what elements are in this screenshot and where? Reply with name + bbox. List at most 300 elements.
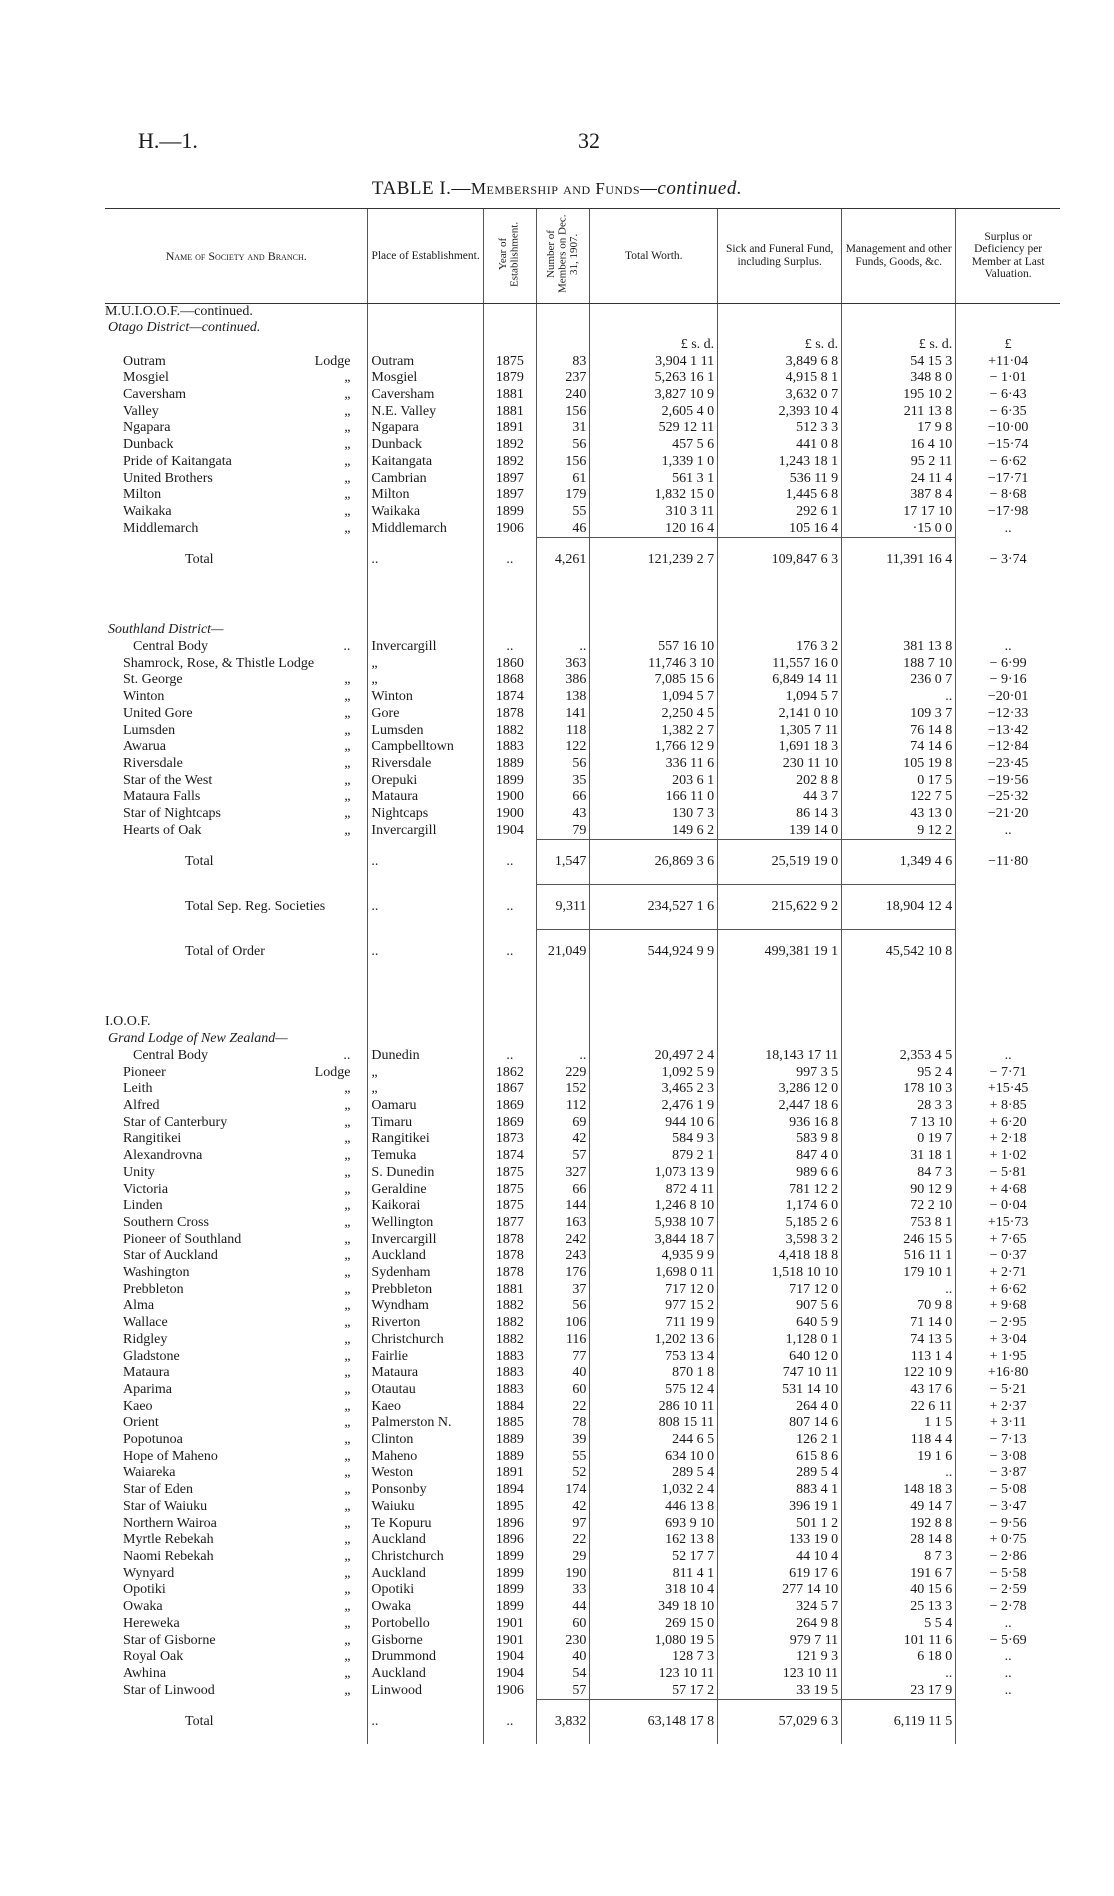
table-row (105, 1098, 1060, 1115)
worth-cell: 4,935 9 9 (590, 1248, 718, 1265)
worth-cell: 289 5 4 (590, 1465, 718, 1482)
branch-name-text: Alexandrovna (123, 1148, 203, 1164)
year-cell: 1883 (483, 1349, 536, 1366)
branch-name-text: Caversham (123, 387, 186, 403)
branch-name-wrap (123, 806, 364, 823)
table-row (105, 1048, 1060, 1065)
empty-cell (368, 320, 483, 337)
table-row (105, 1516, 1060, 1533)
table-row (105, 1649, 1060, 1666)
year-cell: 1883 (483, 1382, 536, 1399)
empty-cell (537, 320, 590, 337)
worth-cell: 1,832 15 0 (590, 487, 718, 504)
table-row (105, 823, 1060, 840)
place-cell: Invercargill (368, 1232, 483, 1249)
spacer-cell (718, 974, 842, 1014)
year-cell: 1899 (483, 1566, 536, 1583)
worth-cell: 446 13 8 (590, 1499, 718, 1516)
total-row (105, 1700, 1060, 1731)
branch-name (105, 1666, 368, 1683)
year-cell: .. (483, 1048, 536, 1065)
branch-name-wrap (123, 504, 364, 521)
year-cell: 1879 (483, 370, 536, 387)
table-row (105, 1332, 1060, 1349)
sick-cell: 1,445 6 8 (718, 487, 842, 504)
worth-cell: 162 13 8 (590, 1532, 718, 1549)
mgmt-cell: 23 17 9 (842, 1683, 956, 1700)
branch-name (105, 538, 368, 569)
sick-cell: 292 6 1 (718, 504, 842, 521)
branch-name-text: Owaka (123, 1599, 163, 1615)
sick-cell: 4,418 18 8 (718, 1248, 842, 1265)
surplus-cell: + 2·18 (956, 1131, 1060, 1148)
mgmt-cell: 148 18 3 (842, 1482, 956, 1499)
surplus-cell: +15·73 (956, 1215, 1060, 1232)
surplus-cell (956, 930, 1060, 961)
table-row (105, 1198, 1060, 1215)
section-heading-row (105, 320, 1060, 337)
worth-cell: 529 12 11 (590, 420, 718, 437)
year-cell: 1882 (483, 1298, 536, 1315)
spacer-row (105, 870, 1060, 885)
branch-name (105, 1282, 368, 1299)
branch-name-wrap (123, 1065, 364, 1082)
sick-cell: 717 12 0 (718, 1282, 842, 1299)
place-cell: Riverton (368, 1315, 483, 1332)
spacer-cell (483, 915, 536, 930)
mgmt-cell: 1 1 5 (842, 1415, 956, 1432)
surplus-cell: −12·84 (956, 739, 1060, 756)
branch-tag: .. (343, 639, 351, 655)
mgmt-cell: 71 14 0 (842, 1315, 956, 1332)
members-cell: 31 (537, 420, 590, 437)
year-cell: 1889 (483, 1449, 536, 1466)
place-cell: Owaka (368, 1599, 483, 1616)
col-header-members-text: Number of Members on Dec. 31, 1907. (545, 214, 580, 294)
members-cell: 240 (537, 387, 590, 404)
sick-cell: 105 16 4 (718, 521, 842, 538)
spacer-row (105, 582, 1060, 622)
members-cell: 46 (537, 521, 590, 538)
spacer-cell (105, 870, 368, 885)
surplus-cell: − 9·16 (956, 672, 1060, 689)
branch-name-text: Central Body (133, 639, 209, 655)
surplus-cell: + 3·11 (956, 1415, 1060, 1432)
branch-name-text: Wynyard (123, 1565, 175, 1581)
branch-name (105, 1566, 368, 1583)
table-row (105, 1248, 1060, 1265)
branch-name-text: Southern Cross (123, 1214, 209, 1230)
branch-name (105, 370, 368, 387)
sick-cell: 126 2 1 (718, 1432, 842, 1449)
members-cell: 83 (537, 354, 590, 371)
membership-funds-table (105, 208, 1060, 1744)
sick-cell: 18,143 17 11 (718, 1048, 842, 1065)
surplus-cell (956, 1700, 1060, 1731)
place-cell: Te Kopuru (368, 1516, 483, 1533)
table-row (105, 1148, 1060, 1165)
members-cell: 56 (537, 1298, 590, 1315)
place-cell: .. (368, 840, 483, 871)
mgmt-cell: 8 7 3 (842, 1549, 956, 1566)
branch-name-text: Rangitikei (123, 1131, 182, 1147)
branch-tag: „ (344, 1548, 351, 1564)
year-cell: 1874 (483, 689, 536, 706)
members-cell: 56 (537, 437, 590, 454)
place-cell: .. (368, 885, 483, 916)
members-cell: 56 (537, 756, 590, 773)
branch-name (105, 1449, 368, 1466)
sick-cell: 3,632 0 7 (718, 387, 842, 404)
table-row (105, 1065, 1060, 1082)
spacer-cell (842, 974, 956, 1014)
worth-cell: 1,032 2 4 (590, 1482, 718, 1499)
total-label: Total (185, 551, 214, 567)
members-cell: 55 (537, 504, 590, 521)
empty-cell (590, 1014, 718, 1031)
mgmt-cell: 5 5 4 (842, 1616, 956, 1633)
total-label: Total of Order (185, 943, 265, 959)
spacer-cell (368, 870, 483, 885)
branch-name-text: Star of Nightcaps (123, 806, 221, 822)
branch-name (105, 404, 368, 421)
surplus-cell: − 3·87 (956, 1465, 1060, 1482)
branch-name-wrap (123, 1148, 364, 1165)
spacer-cell (590, 582, 718, 622)
members-cell: 138 (537, 689, 590, 706)
branch-name-wrap (123, 1248, 364, 1265)
branch-tag: „ (344, 1348, 351, 1364)
col-header-worth: Total Worth. (590, 209, 718, 304)
units-worth: £ s. d. (590, 337, 718, 354)
branch-name (105, 1399, 368, 1416)
branch-name-text: Central Body (133, 1047, 209, 1063)
year-cell: 1901 (483, 1633, 536, 1650)
empty-cell (537, 303, 590, 320)
table-header-row (105, 209, 1060, 304)
branch-name-wrap (123, 706, 364, 723)
worth-cell: 11,746 3 10 (590, 656, 718, 673)
year-cell: 1904 (483, 823, 536, 840)
mgmt-cell: 7 13 10 (842, 1115, 956, 1132)
members-cell: 176 (537, 1265, 590, 1282)
members-cell: 242 (537, 1232, 590, 1249)
sick-cell: 3,598 3 2 (718, 1232, 842, 1249)
branch-name-wrap (123, 1549, 364, 1566)
mgmt-cell: 54 15 3 (842, 354, 956, 371)
sick-cell: 2,447 18 6 (718, 1098, 842, 1115)
branch-name-wrap (123, 1349, 364, 1366)
members-cell: 42 (537, 1499, 590, 1516)
year-cell: 1899 (483, 1549, 536, 1566)
branch-name (105, 739, 368, 756)
branch-name-wrap (123, 1432, 364, 1449)
worth-cell: 149 6 2 (590, 823, 718, 840)
branch-name-text: Mataura Falls (123, 789, 201, 805)
branch-name-wrap (123, 1282, 364, 1299)
year-cell: 1899 (483, 504, 536, 521)
surplus-cell: + 3·04 (956, 1332, 1060, 1349)
mgmt-cell: .. (842, 689, 956, 706)
branch-tag: „ (344, 470, 351, 486)
spacer-cell (537, 582, 590, 622)
branch-name-text: St. George (123, 672, 183, 688)
col-header-sick: Sick and Funeral Fund, including Surplus. (718, 209, 842, 304)
branch-name (105, 487, 368, 504)
surplus-cell: + 1·02 (956, 1148, 1060, 1165)
branch-name-text: Outram (123, 353, 166, 369)
units-surplus: £ (956, 337, 1060, 354)
surplus-cell: − 2·95 (956, 1315, 1060, 1332)
table-row (105, 1432, 1060, 1449)
sick-cell: 202 8 8 (718, 773, 842, 790)
surplus-cell: −21·20 (956, 806, 1060, 823)
branch-tag: „ (344, 689, 351, 705)
mgmt-cell: 348 8 0 (842, 370, 956, 387)
place-cell: Geraldine (368, 1182, 483, 1199)
surplus-cell: − 2·78 (956, 1599, 1060, 1616)
spacer-cell (842, 915, 956, 930)
table-row (105, 354, 1060, 371)
branch-name-wrap (123, 1182, 364, 1199)
branch-tag: „ (344, 1498, 351, 1514)
year-cell: 1882 (483, 1332, 536, 1349)
total-row (105, 885, 1060, 916)
branch-name-text: Star of Gisborne (123, 1632, 216, 1648)
branch-tag: „ (344, 1465, 351, 1481)
mgmt-cell: .. (842, 1465, 956, 1482)
branch-name-text: Aparima (123, 1381, 172, 1397)
branch-tag: „ (344, 705, 351, 721)
sick-cell: 109,847 6 3 (718, 538, 842, 569)
branch-tag: „ (344, 1415, 351, 1431)
branch-name-wrap (123, 1232, 364, 1249)
worth-cell: 977 15 2 (590, 1298, 718, 1315)
branch-name-text: Wallace (123, 1315, 168, 1331)
year-cell: 1860 (483, 656, 536, 673)
branch-name-text: Naomi Rebekah (123, 1548, 214, 1564)
members-cell: 77 (537, 1349, 590, 1366)
total-row (105, 538, 1060, 569)
members-cell: 97 (537, 1516, 590, 1533)
table-row (105, 1582, 1060, 1599)
branch-name-text: Alma (123, 1298, 155, 1314)
sick-cell: 277 14 10 (718, 1582, 842, 1599)
sick-cell: 1,174 6 0 (718, 1198, 842, 1215)
worth-cell: 349 18 10 (590, 1599, 718, 1616)
branch-name (105, 1482, 368, 1499)
branch-name-text: Shamrock, Rose, & Thistle Lodge (123, 655, 315, 671)
branch-name-text: Popotunoa (123, 1432, 183, 1448)
sick-cell: 807 14 6 (718, 1415, 842, 1432)
place-cell: Mosgiel (368, 370, 483, 387)
spacer-cell (590, 870, 718, 885)
branch-name (105, 789, 368, 806)
place-cell: Ngapara (368, 420, 483, 437)
mgmt-cell: 192 8 8 (842, 1516, 956, 1533)
table-row (105, 1298, 1060, 1315)
branch-name (105, 1248, 368, 1265)
table-row (105, 1532, 1060, 1549)
branch-name-text: Star of Linwood (123, 1683, 215, 1699)
place-cell: Palmerston N. (368, 1415, 483, 1432)
mgmt-cell: 0 17 5 (842, 773, 956, 790)
branch-name-text: Star of Waiuku (123, 1498, 208, 1514)
section-heading-row (105, 622, 1060, 639)
mgmt-cell: 381 13 8 (842, 639, 956, 656)
year-cell: 1899 (483, 773, 536, 790)
mgmt-cell: 122 10 9 (842, 1365, 956, 1382)
branch-tag: „ (344, 1565, 351, 1581)
spacer-cell (590, 1730, 718, 1744)
spacer-cell (483, 568, 536, 582)
year-cell: 1873 (483, 1131, 536, 1148)
empty-cell (842, 1014, 956, 1031)
mgmt-cell: 43 17 6 (842, 1382, 956, 1399)
year-cell: 1875 (483, 1165, 536, 1182)
table-row (105, 1232, 1060, 1249)
mgmt-cell: 28 14 8 (842, 1532, 956, 1549)
branch-name-wrap (123, 723, 364, 740)
empty-cell (483, 320, 536, 337)
worth-cell: 3,844 18 7 (590, 1232, 718, 1249)
branch-tag: „ (344, 503, 351, 519)
table-row (105, 689, 1060, 706)
year-cell: 1882 (483, 723, 536, 740)
total-label: Total Sep. Reg. Societies (185, 898, 326, 914)
place-cell: Auckland (368, 1248, 483, 1265)
table-row (105, 756, 1060, 773)
members-cell: .. (537, 1048, 590, 1065)
surplus-cell: −11·80 (956, 840, 1060, 871)
sick-cell: 1,243 18 1 (718, 454, 842, 471)
table-row (105, 1215, 1060, 1232)
mgmt-cell: 22 6 11 (842, 1399, 956, 1416)
branch-name-text: Ridgley (123, 1331, 168, 1347)
sick-cell: 583 9 8 (718, 1131, 842, 1148)
spacer-cell (842, 568, 956, 582)
members-cell: 66 (537, 789, 590, 806)
worth-cell: 336 11 6 (590, 756, 718, 773)
members-cell: 22 (537, 1399, 590, 1416)
branch-name (105, 806, 368, 823)
surplus-cell: −25·32 (956, 789, 1060, 806)
branch-name-wrap (123, 789, 364, 806)
branch-name-wrap (123, 1081, 364, 1098)
members-cell: 66 (537, 1182, 590, 1199)
branch-name (105, 1516, 368, 1533)
branch-name-wrap (123, 1098, 364, 1115)
members-cell: 190 (537, 1566, 590, 1583)
year-cell: 1892 (483, 454, 536, 471)
table-row (105, 487, 1060, 504)
branch-name-text: Gladstone (123, 1348, 180, 1364)
branch-tag: „ (344, 403, 351, 419)
branch-name-wrap (123, 1382, 364, 1399)
sick-cell: 536 11 9 (718, 471, 842, 488)
spacer-row (105, 1730, 1060, 1744)
branch-name (105, 1148, 368, 1165)
branch-name-text: Pride of Kaitangata (123, 453, 232, 469)
branch-name (105, 354, 368, 371)
branch-tag: „ (344, 1582, 351, 1598)
worth-cell: 561 3 1 (590, 471, 718, 488)
sick-cell: 441 0 8 (718, 437, 842, 454)
branch-name (105, 1165, 368, 1182)
mgmt-cell: 246 15 5 (842, 1232, 956, 1249)
mgmt-cell: 40 15 6 (842, 1582, 956, 1599)
spacer-cell (537, 974, 590, 1014)
branch-name (105, 504, 368, 521)
place-cell: .. (368, 538, 483, 569)
sick-cell: 1,128 0 1 (718, 1332, 842, 1349)
worth-cell: 130 7 3 (590, 806, 718, 823)
table-row (105, 1449, 1060, 1466)
sick-cell: 907 5 6 (718, 1298, 842, 1315)
surplus-cell: + 7·65 (956, 1232, 1060, 1249)
worth-cell: 120 16 4 (590, 521, 718, 538)
year-cell: 1878 (483, 1232, 536, 1249)
surplus-cell: − 9·56 (956, 1516, 1060, 1533)
spacer-row (105, 974, 1060, 1014)
empty-cell (718, 622, 842, 639)
year-cell: .. (483, 840, 536, 871)
sick-cell: 3,286 12 0 (718, 1081, 842, 1098)
place-cell: Sydenham (368, 1265, 483, 1282)
branch-name-text: Waiareka (123, 1465, 176, 1481)
empty-cell (483, 1014, 536, 1031)
table-row (105, 387, 1060, 404)
branch-name-text: Victoria (123, 1181, 169, 1197)
spacer-cell (368, 582, 483, 622)
worth-cell: 693 9 10 (590, 1516, 718, 1533)
branch-name-wrap (123, 1566, 364, 1583)
branch-name-wrap (123, 1332, 364, 1349)
empty-cell (956, 303, 1060, 320)
mgmt-cell: 74 13 5 (842, 1332, 956, 1349)
surplus-cell: −17·98 (956, 504, 1060, 521)
empty-cell (368, 622, 483, 639)
year-cell: 1881 (483, 1282, 536, 1299)
branch-tag: „ (344, 370, 351, 386)
empty-cell (368, 1031, 483, 1048)
table-row (105, 1633, 1060, 1650)
year-cell: 1868 (483, 672, 536, 689)
total-row (105, 840, 1060, 871)
sick-cell: 176 3 2 (718, 639, 842, 656)
branch-name-text: Pioneer of Southland (123, 1231, 242, 1247)
branch-name-wrap (123, 1465, 364, 1482)
mgmt-cell: 1,349 4 6 (842, 840, 956, 871)
spacer-cell (956, 870, 1060, 885)
branch-name-wrap (123, 1666, 364, 1683)
place-cell: Cambrian (368, 471, 483, 488)
spacer-cell (368, 915, 483, 930)
place-cell: Linwood (368, 1683, 483, 1700)
year-cell: 1896 (483, 1516, 536, 1533)
spacer-cell (368, 974, 483, 1014)
branch-name-wrap (123, 823, 364, 840)
worth-cell: 63,148 17 8 (590, 1700, 718, 1731)
branch-name-wrap (123, 1365, 364, 1382)
empty-cell (590, 320, 718, 337)
worth-cell: 634 10 0 (590, 1449, 718, 1466)
table-row (105, 1415, 1060, 1432)
branch-name (105, 656, 368, 673)
spacer-row (105, 960, 1060, 974)
branch-name (105, 1649, 368, 1666)
surplus-cell: − 5·81 (956, 1165, 1060, 1182)
